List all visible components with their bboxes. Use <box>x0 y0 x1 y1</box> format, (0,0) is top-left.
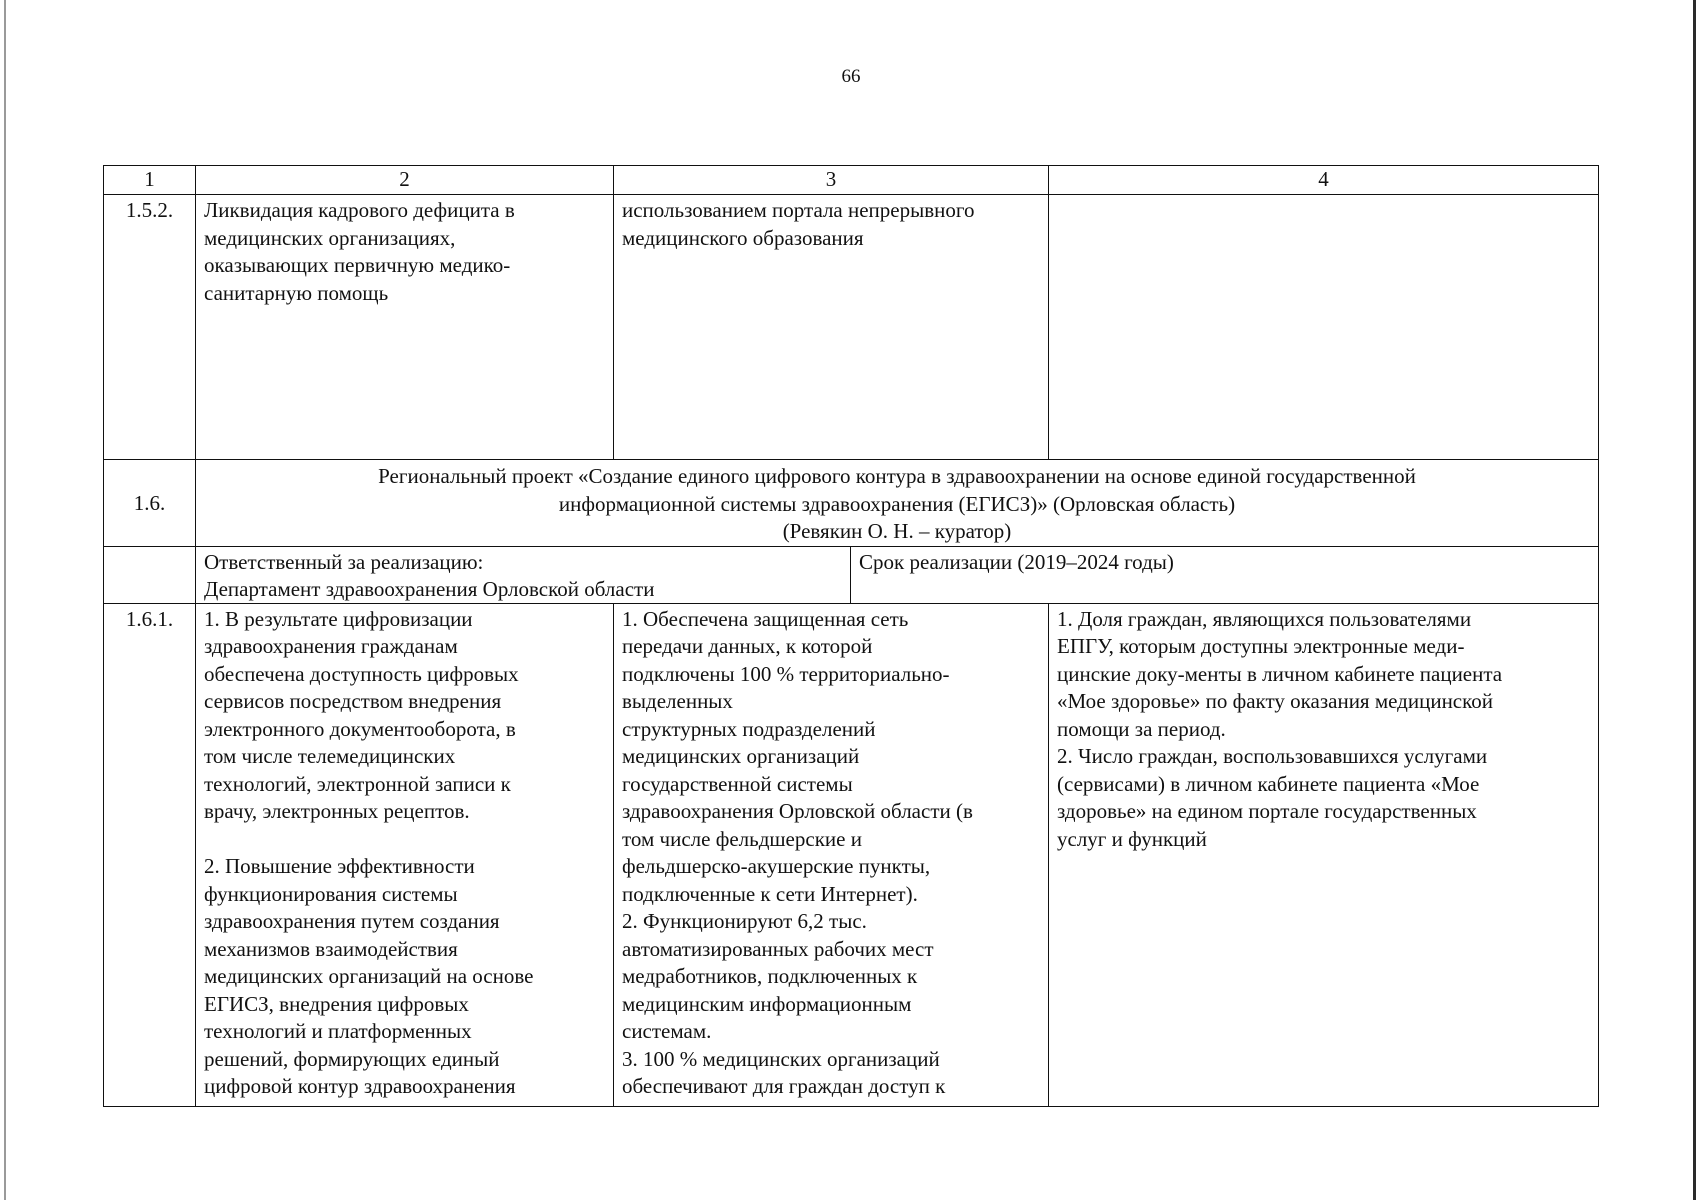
cell-col4 <box>1049 603 1599 1106</box>
page-number: 66 <box>841 66 861 87</box>
row-number: 1.5.2. <box>104 195 196 460</box>
header-cell-4: 4 <box>1049 166 1599 195</box>
table-row-1-6-1 <box>104 603 1599 1106</box>
cell-text: 1. В результате цифровизации здравоохранения гражданам обеспечена доступность цифровых сервисов посредством внедрения электронного документооборота, в том числе телемедицинских технологий, электронной записи к врачу, электронных рецептов. 2. Повышение эффективности функционирования системы здравоохранения путем создания механизмов взаимодействия медицинских организаций на основе ЕГИСЗ, внедрения цифровых технологий и платформенных решений, формирующих единый цифровой контур здравоохранения <box>204 606 534 1098</box>
table-header-row <box>104 166 1599 195</box>
scan-edge-left <box>4 0 6 1200</box>
cell-col4 <box>1049 195 1599 460</box>
cell-text: использованием портала непрерывного медицинского образования <box>622 198 975 250</box>
cell-text: Ликвидация кадрового дефицита в медицинских организациях, оказывающих первичную медико- санитарную помощь <box>204 198 515 305</box>
header-cell-1: 1 <box>104 166 196 195</box>
cell-text: 1. Доля граждан, являющихся пользователями ЕПГУ, которым доступны электронные меди- цинские доку-менты в личном кабинете пациента «Мое здоровье» по факту оказания медицинской помощи за период. 2. Число граждан, воспользовавшихся услугами (сервисами) в личном кабинете пациента «Мое здоровье» на едином портале государственных услуг и функций <box>1057 606 1503 851</box>
cell-col3 <box>614 603 1049 1106</box>
project-title: Региональный проект «Создание единого цифрового контура в здравоохранении на основе единой государственной информационной системы здравоохранения (ЕГИСЗ)» (Орловская область) (Ревякин О. Н. – куратор) <box>196 460 1599 547</box>
row-number: 1.6.1. <box>104 603 196 1106</box>
scan-edge-right <box>1693 0 1696 1200</box>
header-cell-2: 2 <box>196 166 614 195</box>
responsible-label: Ответственный за реализацию: Департамент здравоохранения Орловской области <box>196 547 851 603</box>
empty-number-cell <box>104 546 196 603</box>
table-row-project <box>104 460 1599 547</box>
responsible-cell <box>196 546 1599 603</box>
header-cell-3: 3 <box>614 166 1049 195</box>
cell-col2 <box>196 603 614 1106</box>
cell-text: 1. Обеспечена защищенная сеть передачи данных, к которой подключены 100 % территориально- выделенных структурных подразделений медицинских организаций государственной системы здравоохранения Орловской области (в том числе фельдшерские и фельдшерско-акушерские пункты, подключенные к сети Интернет). 2. Функционируют 6,2 тыс. автоматизированных рабочих мест медработников, подключенных к медицинским информационным системам. 3. 100 % медицинских организаций обеспечивают для граждан доступ к <box>622 606 973 1098</box>
cell-col3 <box>614 195 1049 460</box>
table-row-1-5-2 <box>104 195 1599 460</box>
cell-text <box>1057 195 1590 197</box>
responsible-wrap <box>196 547 1598 603</box>
project-number: 1.6. <box>104 460 196 547</box>
table-row-responsible <box>104 546 1599 603</box>
cell-col2 <box>196 195 614 460</box>
implementation-term: Срок реализации (2019–2024 годы) <box>859 549 1174 574</box>
document-table <box>103 165 1599 1107</box>
